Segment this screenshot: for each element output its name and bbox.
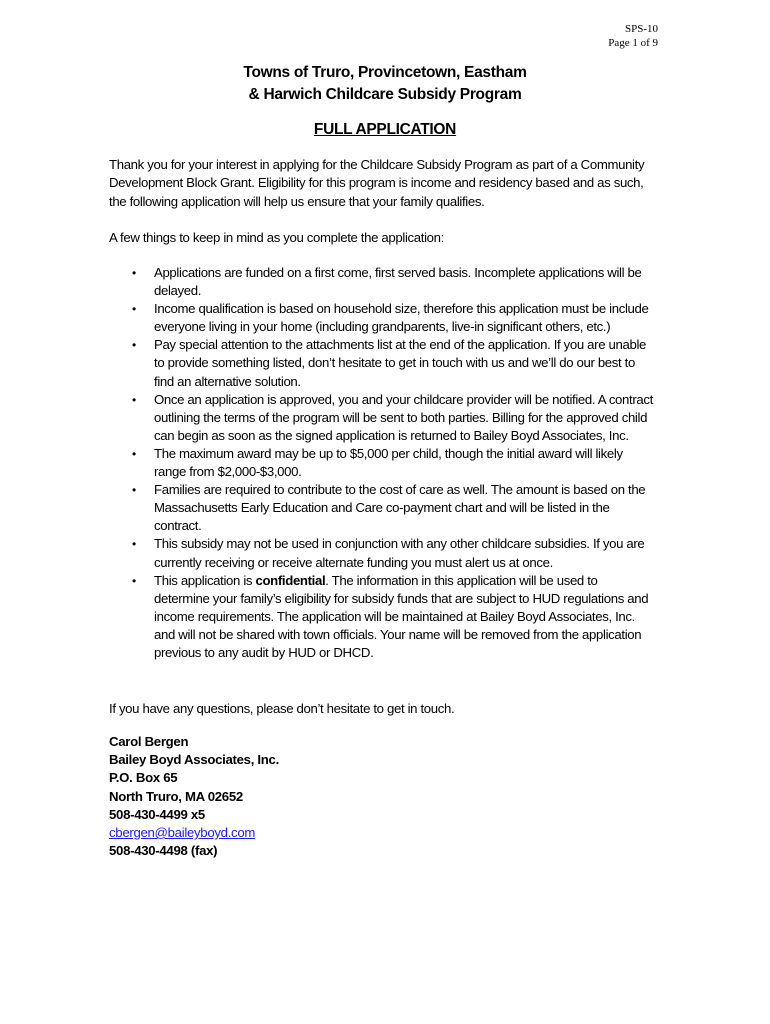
program-title-line-2: & Harwich Childcare Subsidy Program <box>248 86 522 103</box>
bullet-icon: • <box>132 573 136 588</box>
questions-paragraph: If you have any questions, please don’t hesitate to get in touch. <box>109 701 455 716</box>
contact-company: Bailey Boyd Associates, Inc. <box>109 752 279 768</box>
list-item <box>109 391 654 445</box>
bullet-icon: • <box>132 302 136 317</box>
bullet-icon: • <box>132 266 136 280</box>
bullet-icon: • <box>132 392 136 407</box>
program-title <box>0 62 770 106</box>
confidential-suffix: . The information in this application will be used to determine your family’s eligibility for subsidy funds that are subject to HUD regulations and income requirements. The application will be maintained at Bailey Boyd Associates, Inc. and will not be shared with town officials. Your name will be removed from the application previous to any audit by HUD or DHCD. <box>154 572 649 660</box>
bullet-icon: • <box>132 483 136 498</box>
keep-in-mind-paragraph: A few things to keep in mind as you complete the application: <box>109 230 444 245</box>
list-item-text: Once an application is approved, you and your childcare provider will be notified. A contract outlining the terms of the program will be sent to both parties. Billing for the approved child can begin as soon as the signed application is returned to Bailey Boyd Associates, Inc. <box>154 391 653 443</box>
contact-name: Carol Bergen <box>109 734 189 749</box>
list-item-text: Income qualification is based on household size, therefore this application must be include everyone living in your home (including grandparents, live-in significant others, etc.) <box>154 301 649 335</box>
form-code: SPS-10 <box>624 23 658 35</box>
list-item-text: Families are required to contribute to the cost of care as well. The amount is based on the Massachusetts Early Education and Care co-payment chart and will be listed in the contract. <box>154 482 646 534</box>
list-item <box>109 445 654 481</box>
list-item <box>109 264 654 300</box>
list-item-text: The maximum award may be up to $5,000 per child, though the initial award will likely range from $2,000-$3,000. <box>154 445 623 480</box>
list-item-text: This subsidy may not be used in conjunction with any other childcare subsidies. If you are currently receiving or receive alternate funding you must alert us at once. <box>154 536 645 570</box>
program-title-line-1: Towns of Truro, Provincetown, Eastham <box>243 64 527 81</box>
list-item-text: Pay special attention to the attachments list at the end of the application. If you are unable to provide something listed, don’t hesitate to get in touch with us and we’ll do our best to find an alternative solution. <box>154 337 647 389</box>
confidential-emphasis: confidential <box>255 572 326 588</box>
page-header <box>608 22 658 50</box>
list-item <box>109 481 654 535</box>
bullet-icon: • <box>132 446 136 461</box>
list-item-confidential <box>109 572 654 662</box>
document-subtitle: FULL APPLICATION <box>313 121 457 138</box>
intro-paragraph: Thank you for your interest in applying for the Childcare Subsidy Program as part of a Community Development Block Grant. Eligibility for this program is income and residency based and as such, the following application will help us ensure that your family qualifies. <box>109 157 645 209</box>
contact-po-box: P.O. Box 65 <box>109 770 178 786</box>
contact-block <box>109 733 279 860</box>
guidelines-list <box>109 264 654 662</box>
list-item <box>109 300 654 336</box>
contact-phone: 508-430-4499 x5 <box>109 806 205 822</box>
contact-fax: 508-430-4498 (fax) <box>109 843 218 859</box>
confidential-prefix: This application is <box>154 572 256 588</box>
list-item <box>109 535 654 571</box>
list-item-text: Applications are funded on a first come, first served basis. Incomplete applications will be delayed. <box>154 265 642 299</box>
list-item <box>109 336 654 390</box>
bullet-icon: • <box>132 537 136 552</box>
contact-email-link[interactable]: cbergen@baileyboyd.com <box>109 825 256 841</box>
page-number: Page 1 of 9 <box>608 37 658 49</box>
contact-city: North Truro, MA 02652 <box>109 788 243 804</box>
bullet-icon: • <box>132 338 136 353</box>
